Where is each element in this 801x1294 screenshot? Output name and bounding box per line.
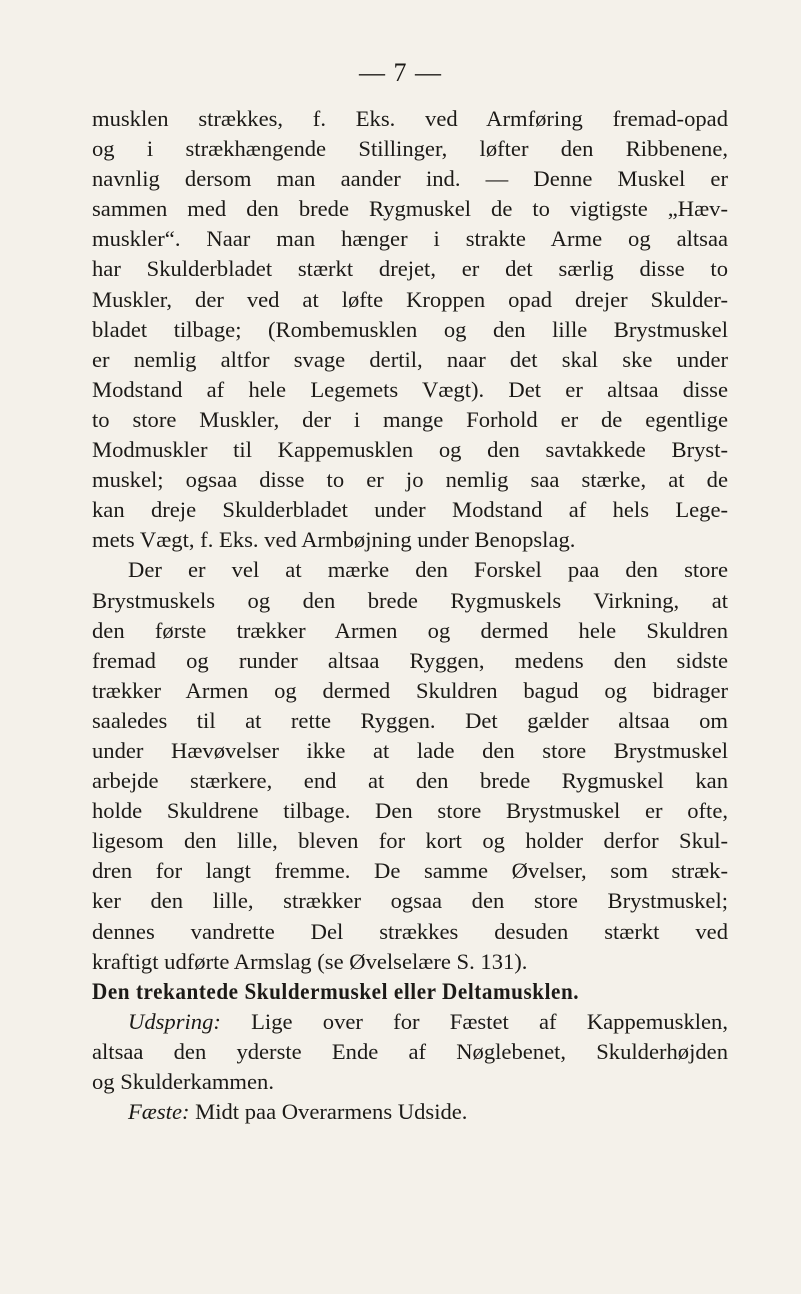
insertion-line: [92, 1097, 728, 1127]
text-line: holde Skuldrene tilbage. Den store Brystmuskel er ofte,: [92, 798, 728, 824]
text-line: under Hævøvelser ikke at lade den store Brystmuskel: [92, 737, 728, 763]
text-line: og i strækhængende Stillinger, løfter den Ribbenene,: [92, 136, 728, 162]
text-line: Modstand af hele Legemets Vægt). Det er altsaa disse: [92, 376, 728, 402]
origin-label: Udspring:: [128, 1008, 221, 1034]
origin-line: [92, 1007, 728, 1037]
text-line: er nemlig altfor svage dertil, naar det skal ske under: [92, 346, 728, 372]
text-line: mets Vægt, f. Eks. ved Armbøjning under Benopslag.: [92, 527, 576, 553]
text-line: ker den lille, strækker ogsaa den store Brystmuskel;: [92, 888, 728, 914]
text-line: kan dreje Skulderbladet under Modstand af hels Lege-: [92, 497, 728, 523]
text-line: muskel; ogsaa disse to er jo nemlig saa stærke, at de: [92, 467, 728, 493]
text-line: navnlig dersom man aander ind. — Denne Muskel er: [92, 166, 728, 192]
text-line: Brystmuskels og den brede Rygmuskels Virkning, at: [92, 587, 728, 613]
insertion-label: Fæste:: [128, 1099, 190, 1125]
page-number: — 7 —: [359, 58, 442, 87]
text-line: muskler“. Naar man hænger i strakte Arme og altsaa: [92, 226, 728, 252]
text-line: bladet tilbage; (Rombemusklen og den lille Brystmuskel: [92, 316, 728, 342]
section-heading: Den trekantede Skuldermuskel eller Deltamusklen.: [92, 978, 580, 1004]
body-text: [92, 104, 728, 1127]
text-line: musklen strækkes, f. Eks. ved Armføring fremad-opad: [92, 106, 728, 131]
text-line: saaledes til at rette Ryggen. Det gælder altsaa om: [92, 707, 728, 733]
origin-text: Lige over for Fæstet af Kappemusklen,: [220, 1008, 728, 1034]
insertion-text: Midt paa Overarmens Udside.: [189, 1099, 468, 1125]
text-line: og Skulderkammen.: [92, 1069, 274, 1094]
text-line: altsaa den yderste Ende af Nøglebenet, Skulderhøjden: [92, 1038, 728, 1064]
text-line: Der er vel at mærke den Forskel paa den store: [128, 557, 728, 583]
text-line: arbejde stærkere, end at den brede Rygmuskel kan: [92, 768, 728, 794]
text-line: trækker Armen og dermed Skuldren bagud og bidrager: [92, 677, 728, 703]
text-line: ligesom den lille, bleven for kort og holder derfor Skul-: [92, 828, 728, 854]
text-line: dennes vandrette Del strækkes desuden stærkt ved: [92, 918, 728, 944]
text-line: dren for langt fremme. De samme Øvelser, som stræk-: [92, 858, 728, 884]
text-line: to store Muskler, der i mange Forhold er de egentlige: [92, 406, 728, 432]
text-line: sammen med den brede Rygmuskel de to vigtigste „Hæv-: [92, 196, 728, 222]
text-line: fremad og runder altsaa Ryggen, medens den sidste: [92, 647, 728, 673]
text-line: kraftigt udførte Armslag (se Øvelselære S. 131).: [92, 948, 528, 974]
text-line: den første trækker Armen og dermed hele Skuldren: [92, 617, 728, 643]
text-line: har Skulderbladet stærkt drejet, er det særlig disse to: [92, 256, 728, 282]
text-line: Muskler, der ved at løfte Kroppen opad drejer Skulder-: [92, 286, 728, 312]
text-line: Modmuskler til Kappemusklen og den savtakkede Bryst-: [92, 437, 728, 463]
